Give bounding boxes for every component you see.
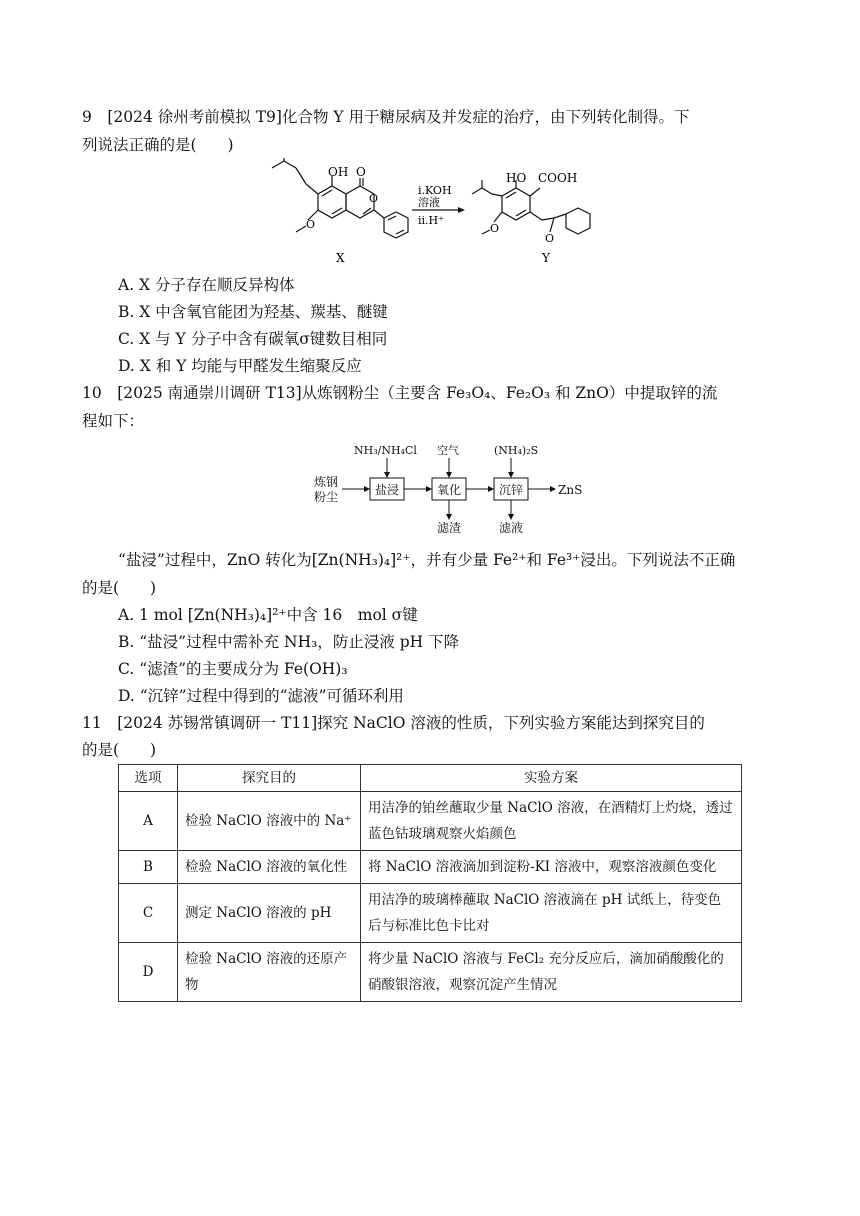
q9-stem-line2: 列说法正确的是( ) (82, 136, 234, 154)
table-row (119, 884, 742, 943)
flow-step-3: 沉锌 (499, 483, 524, 497)
q9-option-b: B. X 中含氧官能团为羟基、羰基、醚键 (118, 303, 388, 321)
row-plan: 用洁净的玻璃棒蘸取 NaClO 溶液滴在 pH 试纸上，待变色后与标准比色卡比对 (361, 884, 742, 943)
q11-stem-line1: 11 [2024 苏锡常镇调研一 T11]探究 NaClO 溶液的性质，下列实验方案能达到探究目的 (82, 714, 705, 732)
q10-option-b: B. “盐浸”过程中需补充 NH₃，防止浸液 pH 下降 (118, 633, 460, 651)
reagent-step-i: ⅰ.KOH (418, 184, 452, 197)
row-goal: 检验 NaClO 溶液中的 Na⁺ (178, 792, 361, 851)
row-label: D (119, 943, 178, 1002)
q10-paragraph-line1: “盐浸”过程中，ZnO 转化为[Zn(NH₃)₄]²⁺，并有少量 Fe²⁺和 Fe³⁺浸出。下列说法不正确 (118, 551, 736, 569)
row-goal: 测定 NaClO 溶液的 pH (178, 884, 361, 943)
q9-option-a: A. X 分子存在顺反异构体 (118, 276, 295, 294)
x-compound-label: X (336, 251, 345, 265)
flow-step-2: 氧化 (437, 483, 462, 497)
svg-text:O: O (369, 192, 379, 205)
q10-option-c: C. “滤渣”的主要成分为 Fe(OH)₃ (118, 660, 348, 678)
flow-reagent-1: NH₃/NH₄Cl (354, 444, 417, 457)
flow-reagent-3: (NH₄)₂S (494, 444, 539, 457)
q11-stem-line2: 的是( ) (82, 741, 157, 759)
y-ho-label: HO (506, 171, 527, 185)
table-row (119, 943, 742, 1002)
row-goal: 检验 NaClO 溶液的还原产物 (178, 943, 361, 1002)
flow-out-3: 滤液 (499, 521, 524, 535)
table-header-plan: 实验方案 (361, 765, 742, 792)
y-cooh-label: COOH (538, 171, 578, 185)
table-header-option: 选项 (119, 765, 178, 792)
flow-reagent-2: 空气 (437, 444, 459, 457)
flow-input-line2: 粉尘 (314, 490, 339, 504)
x-oh-label: OH (328, 165, 349, 179)
y-compound-label: Y (542, 251, 550, 265)
reagent-solution: 溶液 (418, 196, 440, 209)
row-goal: 检验 NaClO 溶液的氧化性 (178, 851, 361, 884)
svg-text:O: O (356, 165, 366, 179)
flow-step-1: 盐浸 (375, 483, 400, 497)
row-plan: 将 NaClO 溶液滴加到淀粉-KI 溶液中，观察溶液颜色变化 (361, 851, 742, 884)
q10-option-a: A. 1 mol [Zn(NH₃)₄]²⁺中含 16 mol σ键 (118, 606, 418, 624)
q9-reaction-scheme (262, 158, 622, 270)
table-row (119, 792, 742, 851)
q11-experiment-table (118, 764, 742, 1002)
q10-stem-line1: 10 [2025 南通崇川调研 T13]从炼钢粉尘（主要含 Fe₃O₄、Fe₂O₃ 和 ZnO）中提取锌的流 (82, 384, 718, 402)
row-plan: 用洁净的铂丝蘸取少量 NaClO 溶液，在酒精灯上灼烧，透过蓝色钴玻璃观察火焰颜色 (361, 792, 742, 851)
svg-text:O: O (306, 218, 316, 231)
row-plan: 将少量 NaClO 溶液与 FeCl₂ 充分反应后，滴加硝酸酸化的硝酸银溶液，观察沉淀产生情况 (361, 943, 742, 1002)
svg-text:O: O (490, 222, 500, 235)
q9-stem-line1: 9 [2024 徐州考前模拟 T9]化合物 Y 用于糖尿病及并发症的治疗，由下列转化制得。下 (82, 108, 690, 126)
svg-text:O: O (545, 232, 555, 245)
row-label: C (119, 884, 178, 943)
q10-paragraph-line2: 的是( ) (82, 579, 157, 597)
row-label: B (119, 851, 178, 884)
reagent-step-ii: ⅱ.H⁺ (418, 214, 444, 227)
flow-input-line1: 炼钢 (314, 475, 339, 489)
q9-option-d: D. X 和 Y 均能与甲醛发生缩聚反应 (118, 357, 362, 375)
q10-stem-line2: 程如下： (82, 412, 145, 430)
flow-out-2: 滤渣 (437, 521, 462, 535)
table-header-row (119, 765, 742, 792)
row-label: A (119, 792, 178, 851)
flow-product: ZnS (558, 483, 583, 497)
q10-flow-diagram (312, 438, 602, 538)
q10-option-d: D. “沉锌”过程中得到的“滤液”可循环利用 (118, 687, 404, 705)
q9-option-c: C. X 与 Y 分子中含有碳氧σ键数目相同 (118, 330, 388, 348)
table-row (119, 851, 742, 884)
table-header-goal: 探究目的 (178, 765, 361, 792)
